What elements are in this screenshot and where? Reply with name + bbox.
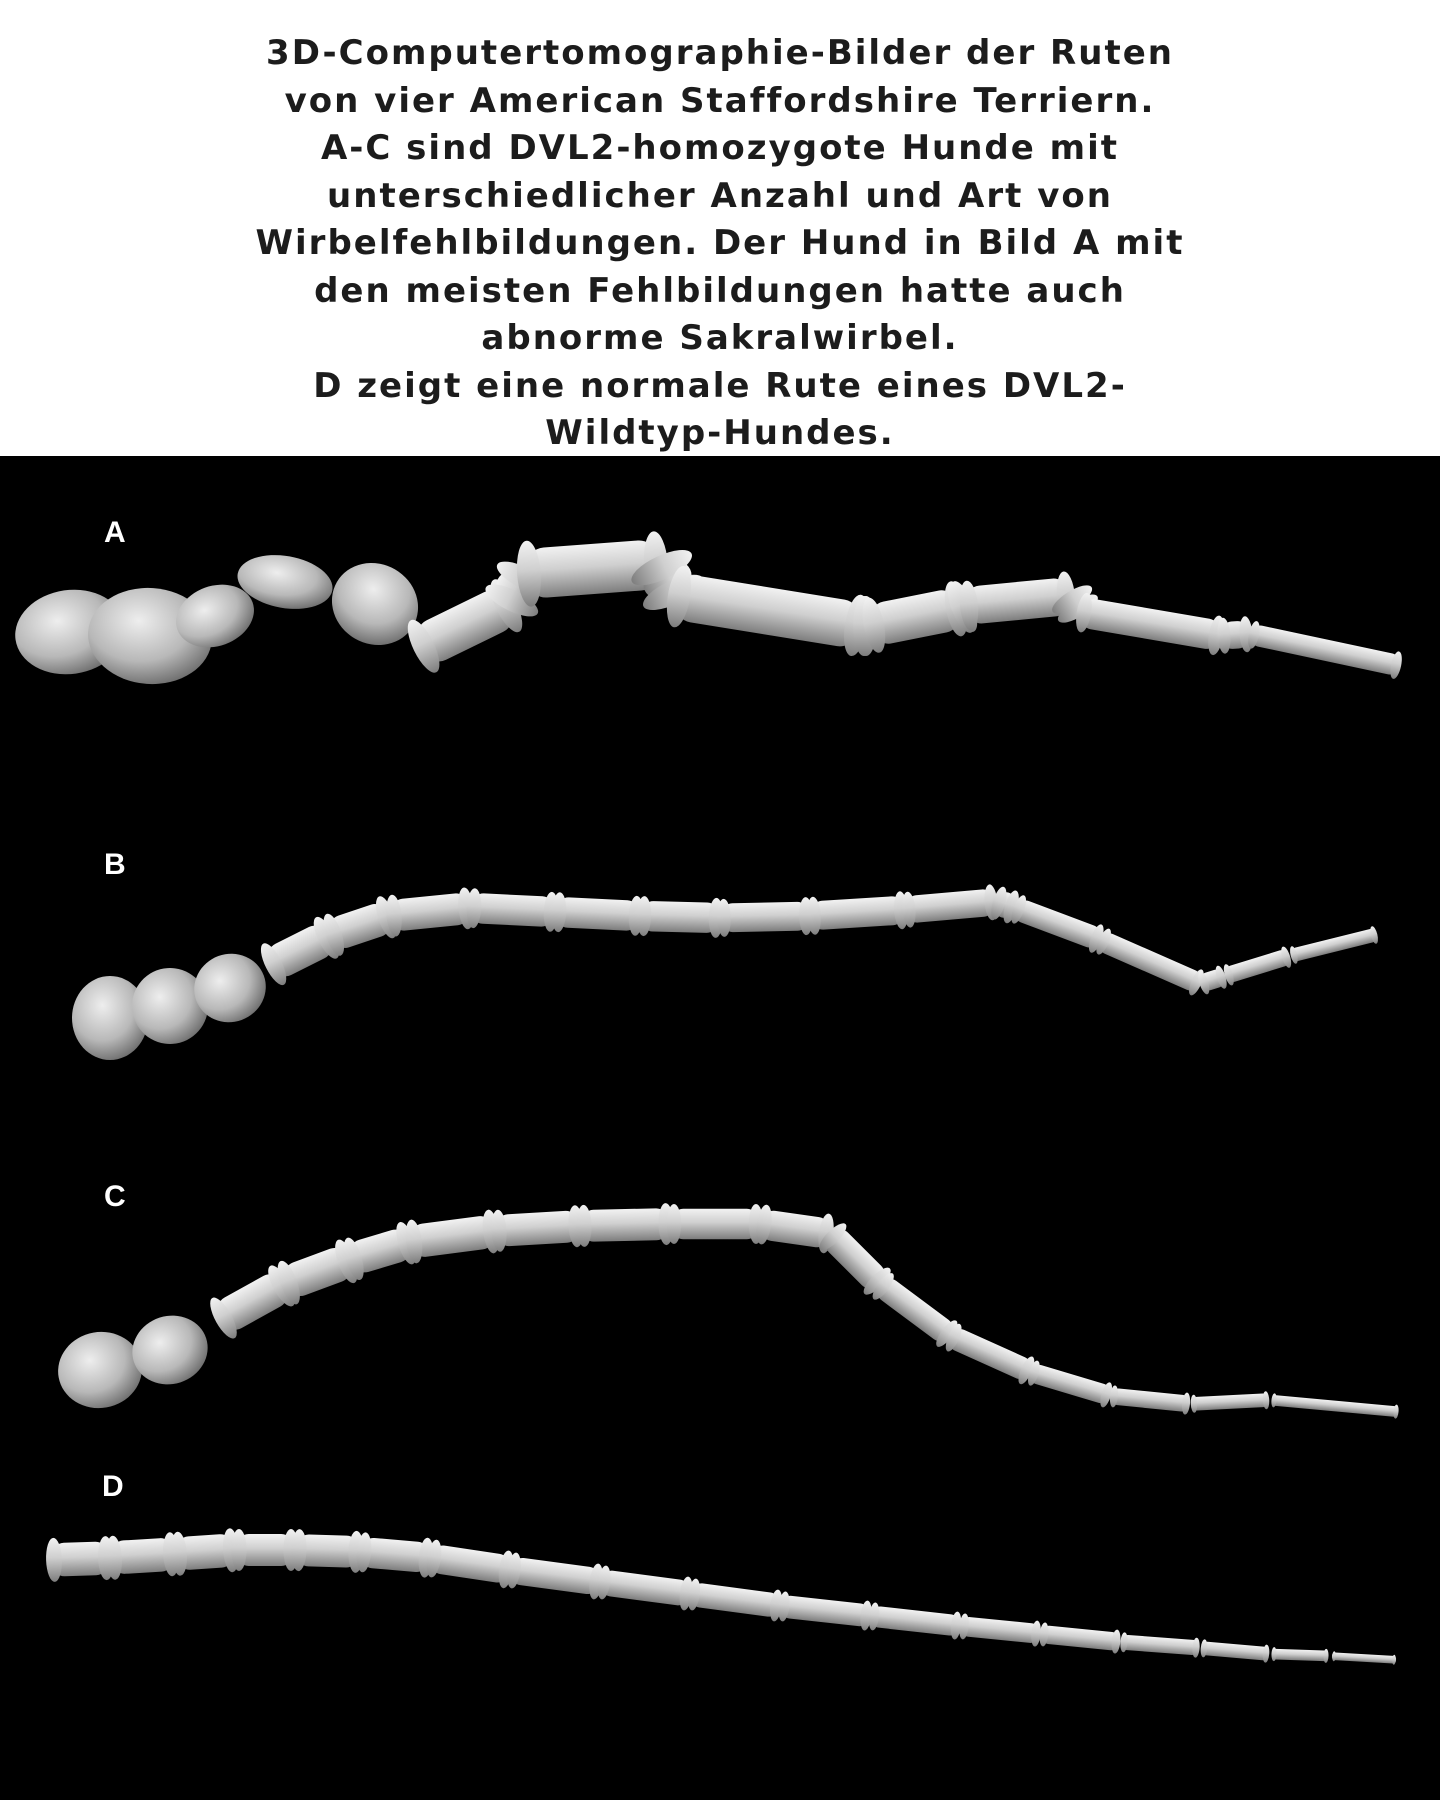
vertebra — [943, 1322, 1038, 1387]
tail-d-vertebrae — [45, 1528, 1396, 1665]
vertebra — [636, 896, 723, 938]
vertebra — [1271, 1647, 1329, 1663]
vertebra — [867, 1602, 962, 1640]
ct-tail-renderings — [0, 456, 1440, 1800]
vertebra — [869, 1270, 961, 1350]
panel-label-c: C — [104, 1180, 126, 1213]
vertebra — [1073, 592, 1226, 657]
vertebra — [1093, 927, 1206, 997]
vertebra — [1008, 893, 1106, 954]
caption-line: unterschiedlicher Anzahl und Art von — [327, 175, 1113, 216]
caption-line: den meisten Fehlbildungen hatte auch — [314, 270, 1126, 311]
vertebra — [686, 1578, 784, 1622]
vertebra — [1246, 620, 1404, 680]
vertebra — [1271, 1393, 1399, 1419]
vertebra — [576, 1203, 674, 1247]
vertebra — [105, 1532, 181, 1580]
vertebra — [551, 892, 644, 936]
caption-line: A-C sind DVL2-homozygote Hunde mit — [320, 128, 1120, 168]
vertebra — [355, 1532, 435, 1578]
panel-label-a: A — [104, 516, 126, 549]
tail-c-vertebrae — [52, 1203, 1399, 1419]
vertebra — [466, 888, 559, 932]
vertebra — [1332, 1651, 1397, 1665]
vertebra — [667, 1204, 763, 1244]
vertebra — [1038, 1622, 1121, 1654]
caption-line: Wildtyp-Hundes. — [545, 413, 895, 453]
vertebra — [1026, 1359, 1115, 1408]
vertebra — [1216, 616, 1253, 654]
caption-line: abnorme Sakralwirbel. — [481, 318, 959, 358]
vertebra — [505, 1552, 605, 1600]
tail-a-vertebrae — [10, 531, 1404, 689]
tail-b-vertebrae — [72, 884, 1379, 1060]
vertebra — [1289, 925, 1380, 964]
ct-image-area — [0, 456, 1440, 1800]
vertebra — [1109, 1385, 1191, 1415]
panel-label-d: D — [102, 1470, 124, 1503]
vertebra — [490, 1205, 585, 1252]
caption-line: von vier American Staffordshire Terriern. — [284, 80, 1156, 121]
vertebra — [403, 1209, 501, 1265]
panel-label-b: B — [104, 848, 126, 881]
vertebra — [717, 897, 814, 937]
vertebra — [958, 1613, 1042, 1647]
vertebra — [424, 1539, 515, 1589]
vertebra — [45, 1536, 114, 1582]
vertebra — [1190, 1391, 1269, 1413]
vertebra — [170, 1528, 241, 1576]
vertebra — [806, 891, 909, 935]
caption-line: D zeigt eine normale Rute eines DVL2- — [313, 365, 1127, 406]
vertebra — [777, 1591, 873, 1631]
vertebra — [1120, 1632, 1201, 1658]
vertebra — [1200, 1639, 1270, 1663]
caption-line: Wirbelfehlbildungen. Der Hund in Bild A mit — [255, 223, 1185, 263]
sacral-bone-mass — [52, 1325, 148, 1414]
caption-area — [0, 0, 1440, 456]
vertebra — [291, 1529, 364, 1573]
figure-caption — [0, 30, 1440, 458]
vertebra — [1222, 945, 1293, 986]
vertebra — [231, 1529, 298, 1571]
vertebra — [596, 1565, 695, 1611]
vertebra — [663, 564, 872, 657]
vertebra — [384, 887, 475, 938]
vertebra — [901, 884, 999, 928]
caption-line: 3D-Computertomographie-Bilder der Ruten — [266, 33, 1174, 73]
